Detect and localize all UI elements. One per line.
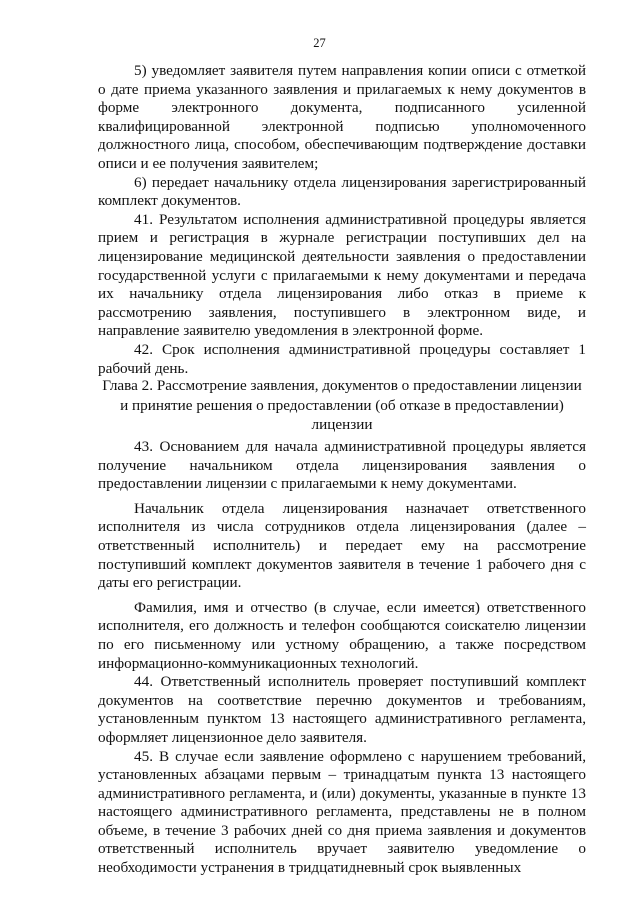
paragraph-44: 44. Ответственный исполнитель проверяет поступивший комплект документов на соответствие перечню документов и требованиям, установленным пунктом 13 настоящего административного регламента, оформляет лицензионное дело заявителя. <box>98 673 586 746</box>
page-number: 27 <box>313 36 326 50</box>
paragraph-item-5: 5) уведомляет заявителя путем направления копии описи с отметкой о дате приема указанного заявления и прилагаемых к нему документов в форме электронного документа, подписанного усиленной квалифицированной электронной подписью уполномоченного должностного лица, способом, обеспечивающим подтверждение доставки описи и ее получения заявителем; <box>98 62 586 172</box>
paragraph-42: 42. Срок исполнения административной процедуры составляет 1 рабочий день. <box>98 340 586 377</box>
paragraph-41: 41. Результатом исполнения административной процедуры является прием и регистрация в журнале регистрации поступивших дел на лицензирование медицинской деятельности заявления о предоставлении государственной услуги с прилагаемыми к нему документами и передача их начальнику отдела лицензирования либо отказ в приеме к рассмотрению заявления, поступившего в электронном виде, и направление заявителю уведомления в электронной форме. <box>98 210 586 340</box>
paragraph-43-contacts: Фамилия, имя и отчество (в случае, если имеется) ответственного исполнителя, его должность и телефон сообщаются соискателю лицензии по его письменному или устному обращению, а также посредством информационно-коммуникационных технологий. <box>98 598 586 672</box>
paragraph-43-assignment: Начальник отдела лицензирования назначает ответственного исполнителя из числа сотрудников отдела лицензирования (далее – ответственный исполнитель) и передает ему на рассмотрение поступивший комплект документов заявителя в течение 1 рабочего дня с даты его регистрации. <box>98 499 586 592</box>
paragraph-item-6: 6) передает начальнику отдела лицензирования зарегистрированный комплект документов. <box>98 173 586 210</box>
chapter-title: Глава 2. Рассмотрение заявления, документов о предоставлении лицензии и принятие решения о предоставлении (об отказе в предоставлении) лицензии <box>102 377 582 433</box>
paragraph-43: 43. Основанием для начала административной процедуры является получение начальником отдела лицензирования заявления о предоставлении лицензии с прилагаемыми к нему документами. <box>98 438 586 493</box>
paragraph-45: 45. В случае если заявление оформлено с нарушением требований, установленных абзацами первым – тринадцатым пункта 13 настоящего административного регламента, и (или) документы, указанные в пункте 13 настоящего административного регламента, представлены не в полном объеме, в течение 3 рабочих дней со дня приема заявления и документов ответственный исполнитель вручает заявителю уведомление о необходимости устранения в тридцатидневный срок выявленных <box>98 747 586 877</box>
bottom-text-block <box>98 438 586 878</box>
top-text-block <box>98 62 586 378</box>
